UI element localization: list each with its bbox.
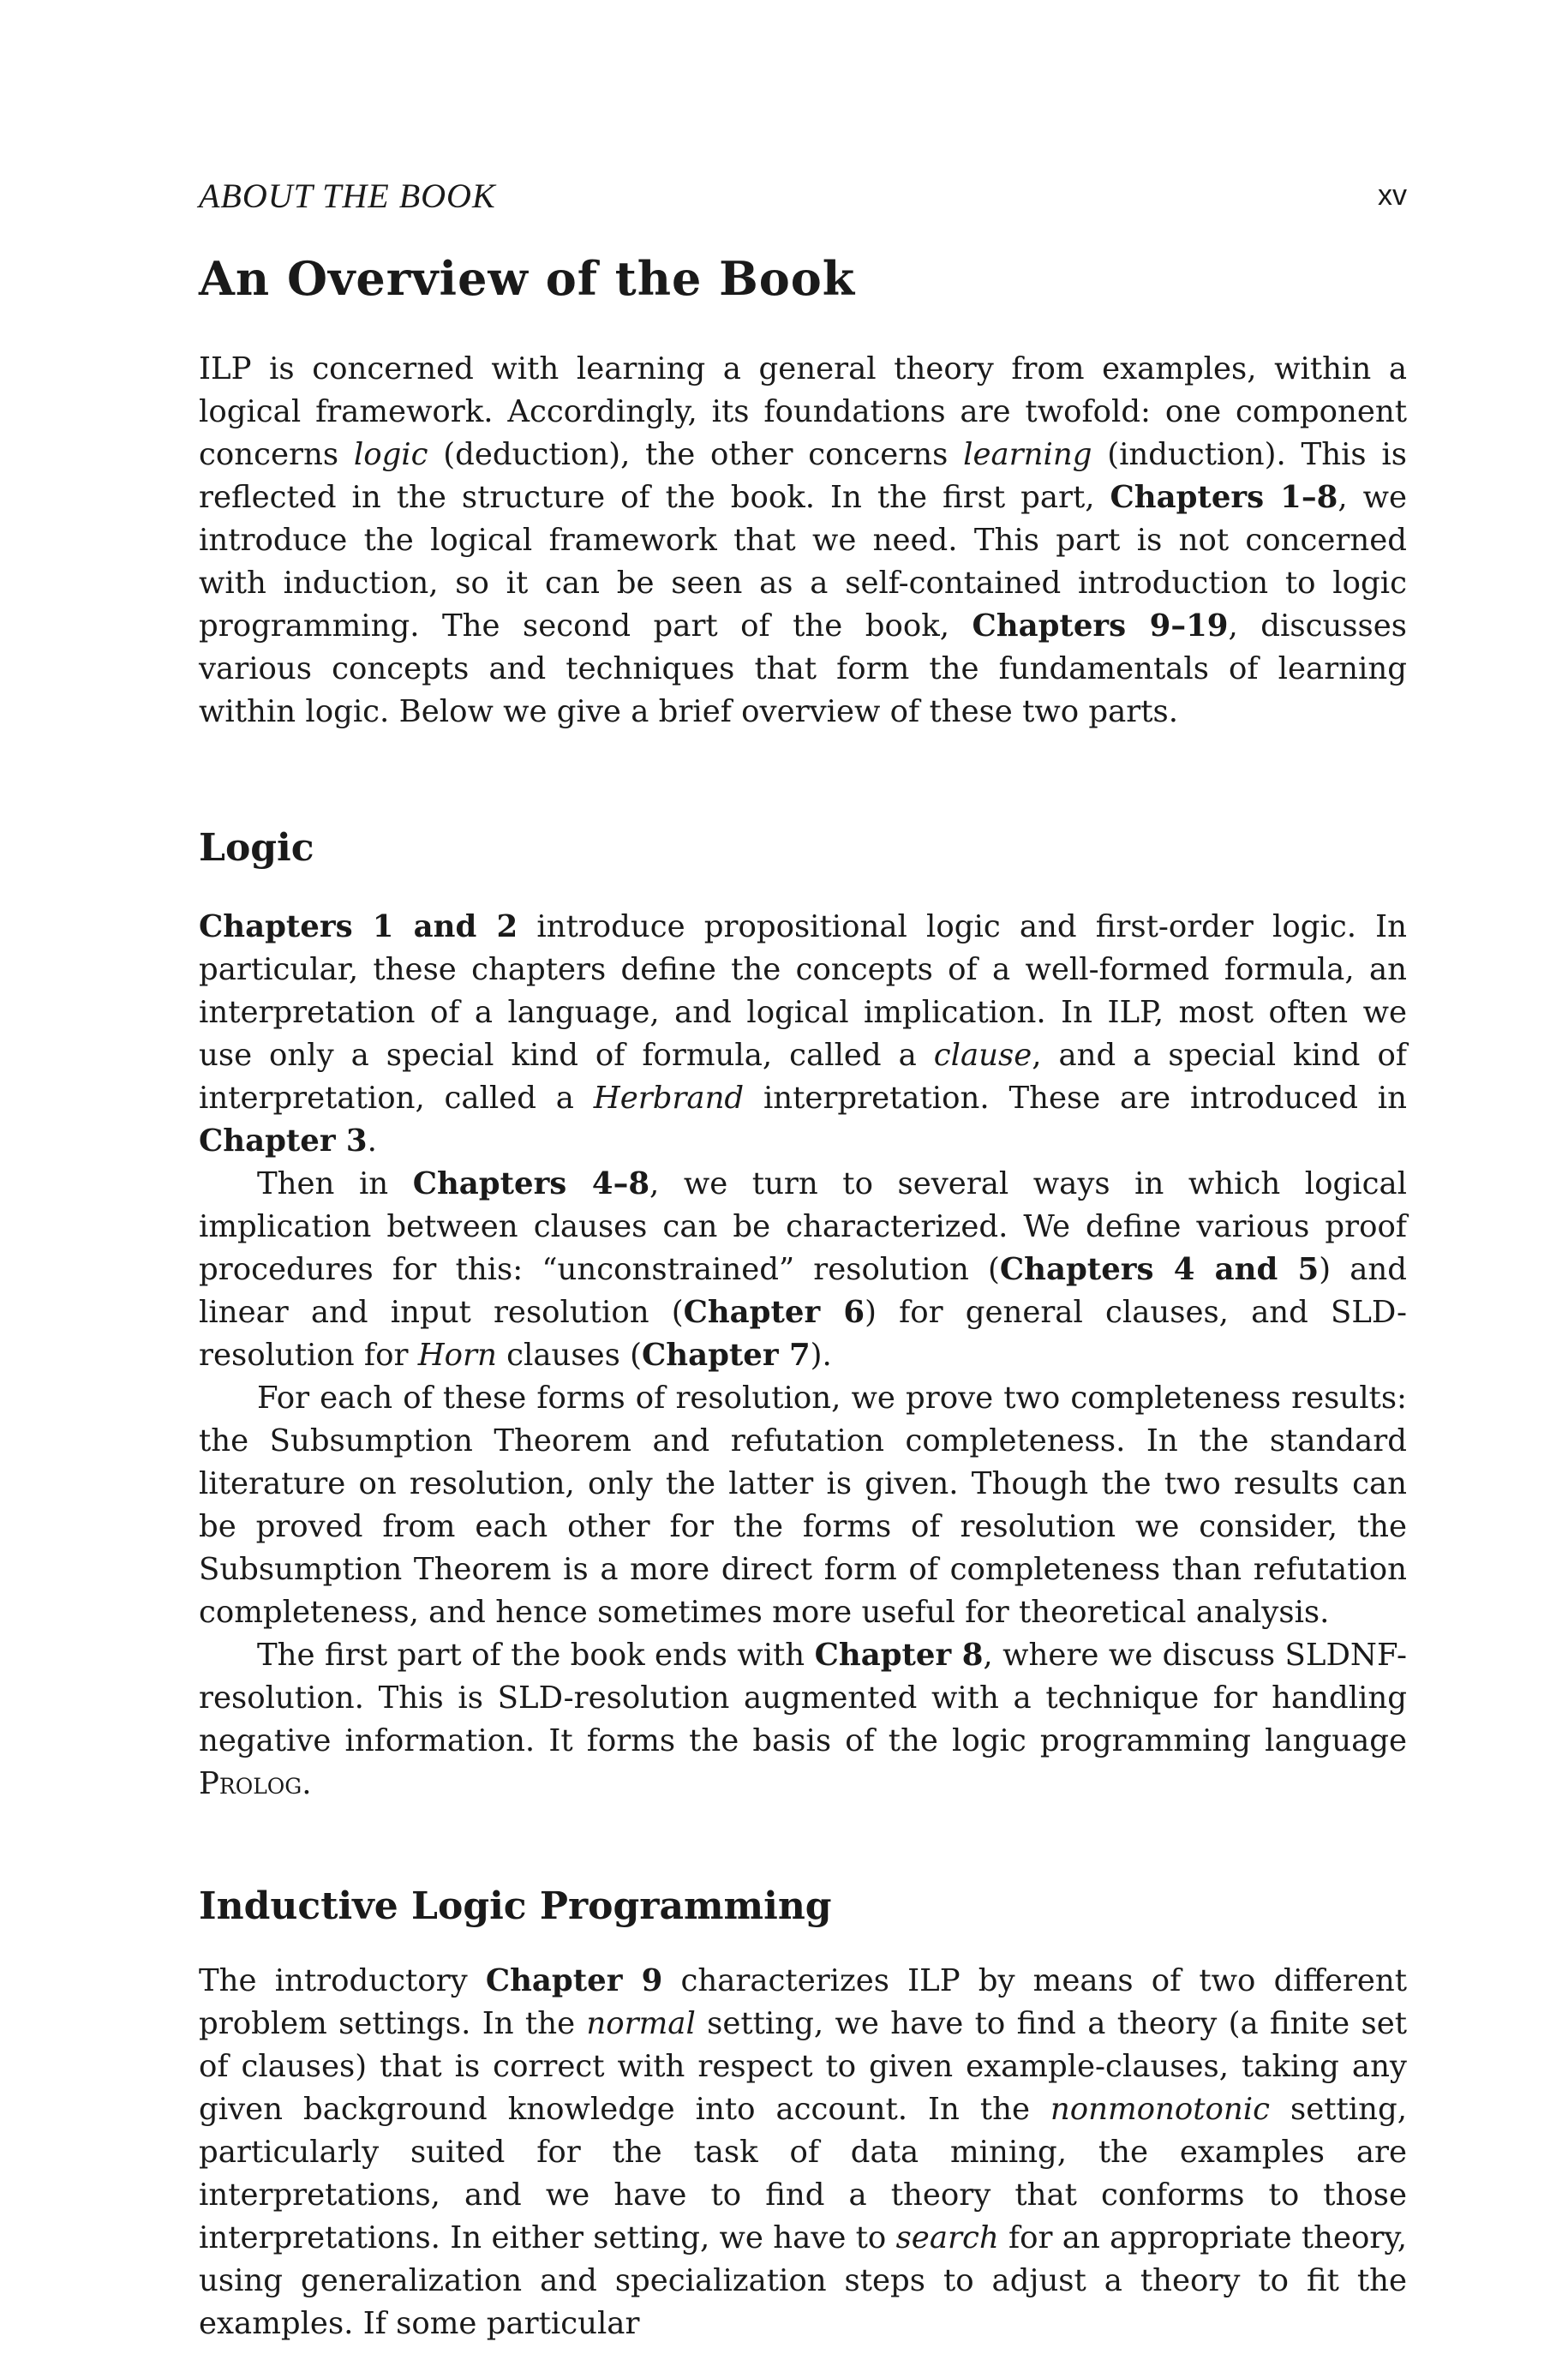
page-number: xv	[1378, 179, 1407, 212]
logic-paragraph-2: Then in Chapters 4–8, we turn to several ways in which logical implication between clauses can be characterized. We define various proof procedures for this: “unconstrained” resolution (Chapters 4 and 5) and linear and input resolution (Chapter 6) for general clauses, and SLD-resolution for Horn clauses (Chapter 7).	[199, 1165, 1408, 1373]
running-head	[199, 176, 1407, 224]
logic-paragraph-1: Chapters 1 and 2 introduce propositional logic and first-order logic. In particular, these chapters define the concepts of a well-formed formula, an interpretation of a language, and logical implication. In ILP, most often we use only a special kind of formula, called a clause, and a special kind of interpretation, called a Herbrand interpretation. These are introduced in Chapter 3.	[199, 908, 1408, 1159]
book-page	[199, 176, 1407, 2345]
intro-paragraph: ILP is concerned with learning a general theory from examples, within a logical framework. Accordingly, its foundations are twofold: one component concerns logic (deduction), the other concerns learning (induction). This is reflected in the structure of the book. In the first part, Chapters 1–8, we introduce the logical framework that we need. This part is not concerned with induction, so it can be seen as a self-contained introduction to logic programming. The second part of the book, Chapters 9–19, discusses various concepts and techniques that form the fundamentals of learning within logic. Below we give a brief overview of these two parts.	[199, 350, 1407, 729]
logic-paragraph-3: For each of these forms of resolution, we prove two completeness results: the Subsumption Theorem and refutation completeness. In the standard literature on resolution, only the latter is given. Though the two results can be proved from each other for the forms of resolution we consider, the Subsumption Theorem is a more direct form of completeness than refutation completeness, and hence sometimes more useful for theoretical analysis.	[199, 1380, 1407, 1630]
section-heading-ilp: Inductive Logic Programming	[199, 1884, 832, 1928]
logic-paragraph-4: The first part of the book ends with Chapter 8, where we discuss SLDNF-resolution. This is SLD-resolution augmented with a technique for handling negative information. It forms the basis of the logic programming language Prolog.	[199, 1637, 1408, 1801]
chapter-title: An Overview of the Book	[199, 251, 856, 306]
section-heading-logic: Logic	[199, 825, 314, 870]
running-head-title: ABOUT THE BOOK	[199, 177, 496, 215]
ilp-paragraph-1: The introductory Chapter 9 characterizes ILP by means of two different problem settings. In the normal setting, we have to find a theory (a finite set of clauses) that is correct with respect to given example-clauses, taking any given background knowledge into account. In the nonmonotonic setting, particularly suited for the task of data mining, the examples are interpretations, and we have to find a theory that conforms to those interpretations. In either setting, we have to search for an appropriate theory, using generalization and specialization steps to adjust a theory to fit the examples. If some particular	[199, 1963, 1407, 2342]
